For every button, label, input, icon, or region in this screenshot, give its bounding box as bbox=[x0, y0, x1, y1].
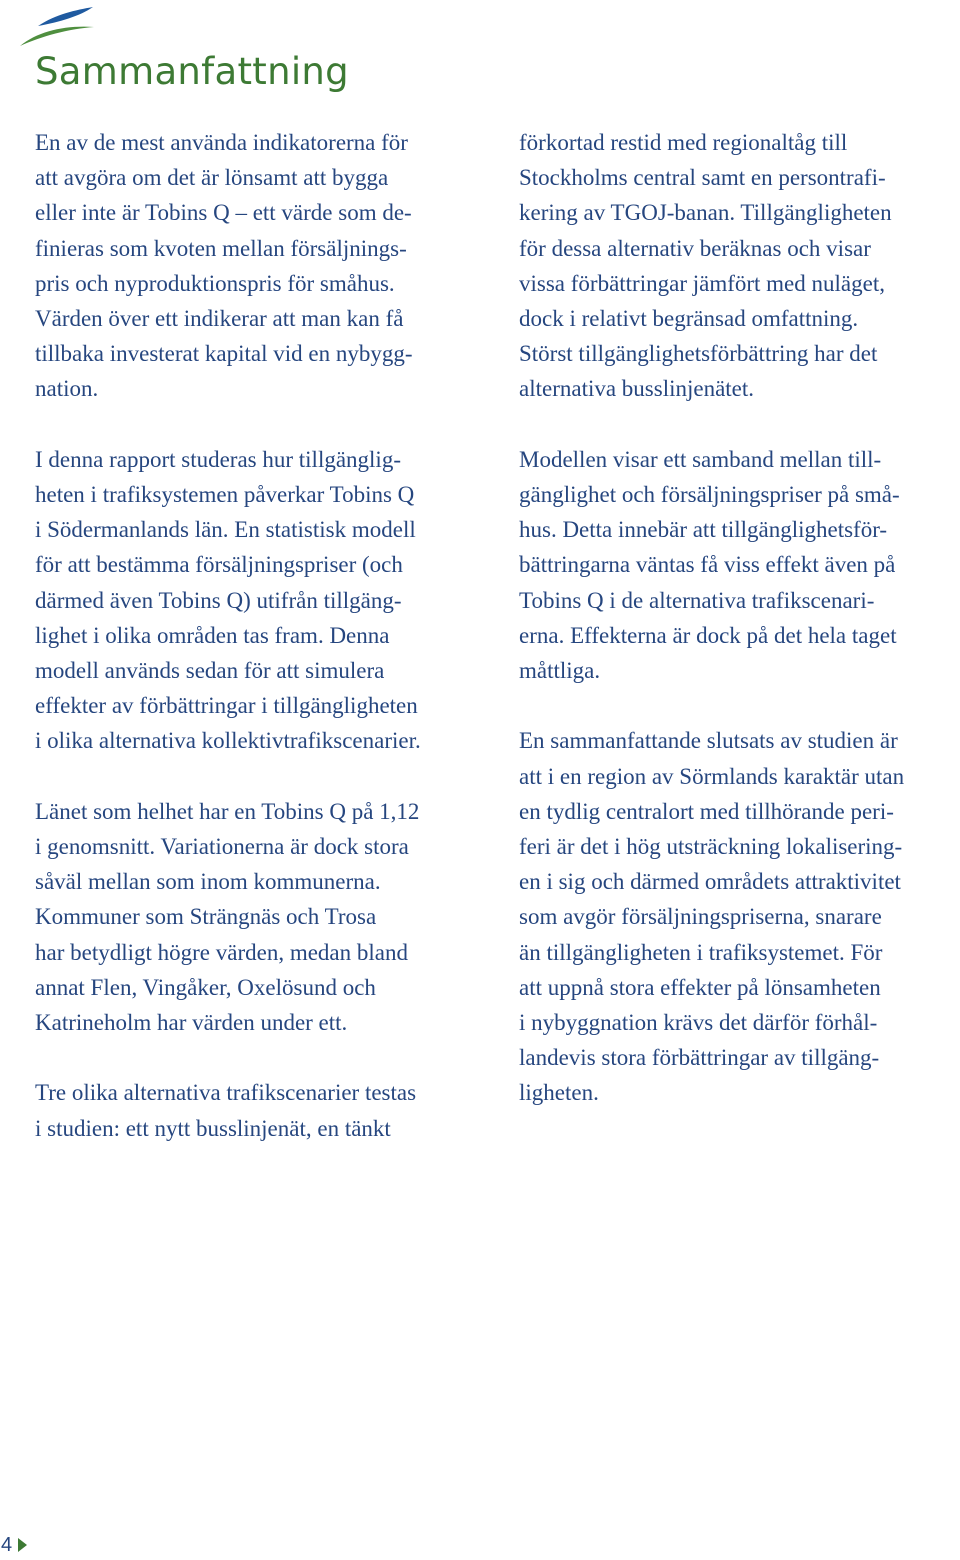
text-line: har betydligt högre värden, medan bland bbox=[35, 939, 408, 965]
text-line: En av de mest använda indikatorerna för bbox=[35, 130, 408, 155]
paragraph bbox=[519, 442, 959, 688]
text-line: eller inte är Tobins Q – ett värde som de- bbox=[35, 200, 412, 226]
text-line: som avgör försäljningspriserna, snarare bbox=[519, 904, 882, 930]
text-line: vissa förbättringar jämfört med nuläget, bbox=[519, 270, 885, 296]
text-line: I denna rapport studeras hur tillgänglig- bbox=[35, 446, 401, 472]
paragraph bbox=[35, 125, 475, 407]
paragraph bbox=[35, 442, 475, 759]
text-line: Tobins Q i de alternativa trafikscenari- bbox=[519, 587, 875, 613]
text-line: i olika alternativa kollektivtrafikscenarier. bbox=[35, 728, 421, 754]
text-line: därmed även Tobins Q) utifrån tillgäng- bbox=[35, 587, 402, 613]
text-line: feri är det i hög utsträckning lokalisering- bbox=[519, 834, 903, 860]
text-line: Modellen visar ett samband mellan till- bbox=[519, 446, 882, 472]
page-number: 4 bbox=[1, 1533, 13, 1556]
page-title: Sammanfattning bbox=[35, 50, 349, 93]
text-line: En sammanfattande slutsats av studien är bbox=[519, 728, 898, 754]
right-text-column bbox=[519, 125, 959, 1146]
text-line: i Södermanlands län. En statistisk modell bbox=[35, 517, 416, 543]
paragraph bbox=[519, 723, 959, 1110]
text-line: såväl mellan som inom kommunerna. bbox=[35, 869, 381, 895]
triangle-right-icon bbox=[18, 1538, 27, 1552]
text-line: ligheten. bbox=[519, 1080, 599, 1106]
text-line: att avgöra om det är lönsamt att bygga bbox=[35, 165, 389, 191]
logo-blue-swoosh bbox=[38, 7, 93, 26]
paragraph bbox=[519, 125, 959, 407]
text-line: en i sig och därmed områdets attraktivitet bbox=[519, 869, 901, 895]
text-line: Tre olika alternativa trafikscenarier testas bbox=[35, 1080, 417, 1106]
text-line: nation. bbox=[35, 376, 99, 402]
text-line: Katrineholm har värden under ett. bbox=[35, 1010, 348, 1036]
text-line: i nybyggnation krävs det därför förhål- bbox=[519, 1010, 878, 1036]
text-line: i genomsnitt. Variationerna är dock stora bbox=[35, 834, 409, 860]
text-line: gänglighet och försäljningspriser på små- bbox=[519, 482, 900, 508]
paragraph bbox=[35, 794, 475, 1040]
text-line: än tillgängligheten i trafiksystemet. För bbox=[519, 939, 883, 965]
text-line: för dessa alternativ beräknas och visar bbox=[519, 235, 871, 261]
text-line: landevis stora förbättringar av tillgäng- bbox=[519, 1045, 880, 1071]
text-line: lighet i olika områden tas fram. Denna bbox=[35, 622, 390, 648]
paragraph bbox=[35, 1075, 475, 1145]
text-line: Stockholms central samt en persontrafi- bbox=[519, 165, 886, 191]
text-line: kering av TGOJ-banan. Tillgängligheten bbox=[519, 200, 892, 226]
text-line: dock i relativt begränsad omfattning. bbox=[519, 306, 859, 332]
logo-green-swoosh bbox=[20, 27, 94, 46]
text-line: förkortad restid med regionaltåg till bbox=[519, 130, 848, 155]
text-line: tillbaka investerat kapital vid en nybygg- bbox=[35, 341, 413, 367]
text-line: att uppnå stora effekter på lönsamheten bbox=[519, 974, 881, 1000]
text-line: en tydlig centralort med tillhörande peri- bbox=[519, 798, 894, 824]
text-line: erna. Effekterna är dock på det hela taget bbox=[519, 622, 897, 648]
wave-swoosh-logo-icon bbox=[18, 4, 96, 48]
text-line: alternativa busslinjenätet. bbox=[519, 376, 755, 402]
text-line: att i en region av Sörmlands karaktär utan bbox=[519, 763, 905, 789]
text-line: Kommuner som Strängnäs och Trosa bbox=[35, 904, 377, 930]
text-line: finieras som kvoten mellan försäljnings- bbox=[35, 235, 407, 261]
left-text-column bbox=[35, 125, 475, 1181]
text-line: heten i trafiksystemen påverkar Tobins Q bbox=[35, 482, 415, 508]
text-line: för att bestämma försäljningspriser (och bbox=[35, 552, 403, 578]
text-line: pris och nyproduktionspris för småhus. bbox=[35, 270, 395, 296]
text-line: i studien: ett nytt busslinjenät, en tänkt bbox=[35, 1115, 391, 1141]
text-line: bättringarna väntas få viss effekt även på bbox=[519, 552, 896, 578]
text-line: Värden över ett indikerar att man kan få bbox=[35, 306, 404, 332]
text-line: annat Flen, Vingåker, Oxelösund och bbox=[35, 974, 376, 1000]
text-line: hus. Detta innebär att tillgänglighetsför- bbox=[519, 517, 888, 543]
text-line: Störst tillgänglighetsförbättring har det bbox=[519, 341, 878, 367]
page-footer bbox=[0, 1530, 27, 1560]
text-line: Länet som helhet har en Tobins Q på 1,12 bbox=[35, 798, 420, 824]
text-line: effekter av förbättringar i tillgängligheten bbox=[35, 693, 418, 719]
text-line: modell används sedan för att simulera bbox=[35, 658, 385, 684]
text-line: måttliga. bbox=[519, 658, 601, 684]
